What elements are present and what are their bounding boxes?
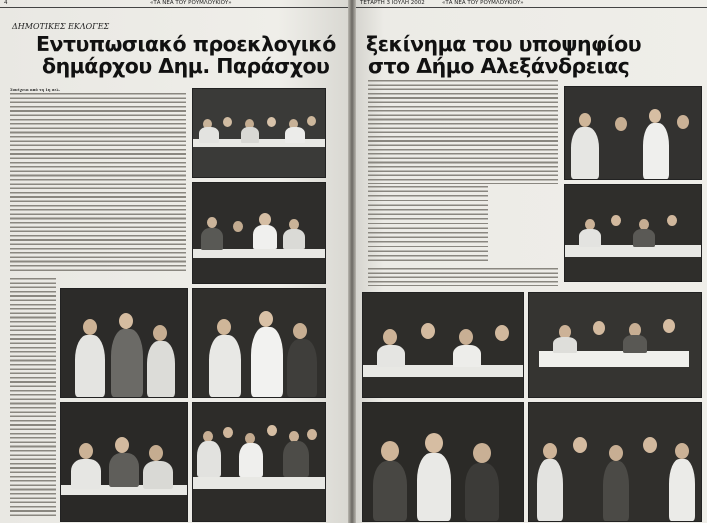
photo-crowd-standing [528,402,702,522]
page-gutter [348,0,356,523]
photo-crowded-room [192,402,326,522]
text-block [10,93,186,273]
text-block [368,186,488,264]
right-page [356,0,707,523]
right-closing-text [368,268,558,286]
text-block [368,268,558,286]
left-page-number: 4 [4,0,8,6]
lead-label: Συνέχεια από τη 1η σελ. [10,88,61,92]
left-headline-line1: Εντυπωσιακό προεκλογικό [36,32,336,56]
photo-crowd-seated [192,182,326,284]
photo-candidate-speaking [564,86,702,180]
right-headline-line2: στο Δήμο Αλεξάνδρειας [368,54,630,78]
photo-handshake [192,288,326,398]
photo-meeting-hall [192,88,326,178]
left-page [0,0,348,523]
left-running-header [0,0,348,8]
section-kicker: ΔΗΜΟΤΙΚΕΣ ΕΚΛΟΓΕΣ [12,22,110,31]
photo-group-table [60,402,188,522]
issue-date: ΤΕΤΑΡΤΗ 3 ΙΟΥΛΗ 2002 [360,0,425,6]
photo-audience-close [362,402,524,522]
text-block [10,278,56,516]
photo-men-standing [60,288,188,398]
right-running-head: «ΤΑ ΝΕΑ ΤΟΥ ΡΟΥΜΛΟΥΚΙΟΥ» [442,0,524,6]
photo-dinner-tables [564,184,702,282]
right-article-body [368,80,558,184]
left-running-head: «ΤΑ ΝΕΑ ΤΟΥ ΡΟΥΜΛΟΥΚΙΟΥ» [150,0,232,6]
photo-supporters-seated [362,292,524,398]
right-running-header [356,0,707,8]
right-headline-line1: ξεκίνημα του υποψηφίου [366,32,642,56]
left-article-body [10,88,186,274]
left-headline-line2: δημάρχου Δημ. Παράσχου [42,54,330,78]
candidates-list [368,186,558,266]
photo-long-table [528,292,702,398]
text-block [368,80,558,184]
left-narrow-column [10,278,56,518]
